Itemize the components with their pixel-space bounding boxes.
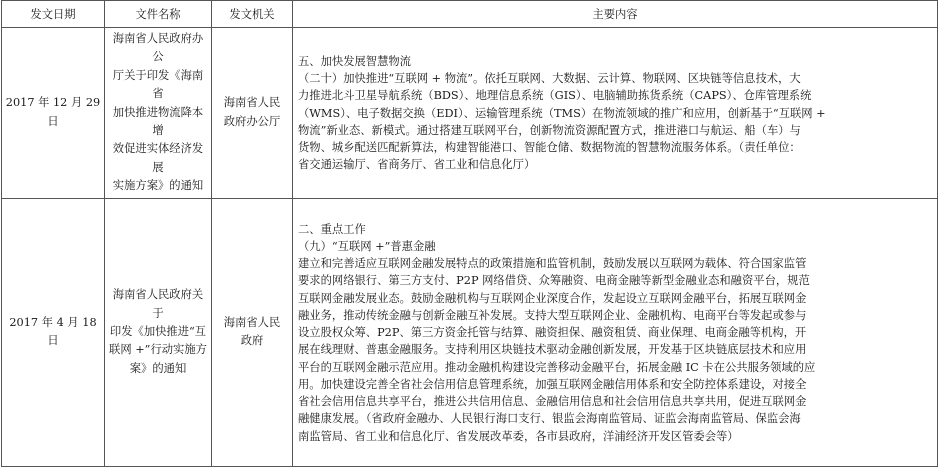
org-cell [212,198,293,466]
content-line: 融业务，推动传统金融与创新金融互补发展。支持大型互联网企业、金融机构、电商平台等发起或参与 [298,308,807,322]
content-line: 货物、城乡配送匹配新算法，构建智能港口、智能仓储、数据物流的智慧物流服务体系。（责任单位： [298,141,801,155]
title-line: 加快推进物流降本增 [112,105,204,138]
table-row [2,28,938,199]
content-line: 展在线理财、普惠金融服务。支持利用区块链技术驱动金融创新发展，开发基于区块链底层技术和应用 [298,343,807,357]
title-line: 案》的通知 [129,361,187,375]
date-line: 日 [47,334,59,348]
date-cell [2,28,105,199]
content-line: 二、重点工作 [298,222,366,236]
org-line: 海南省人民 [223,96,281,110]
table-row [2,198,938,466]
content-line: 省交通运输厅、省商务厅、省工业和信息化厅） [298,158,536,172]
header-org: 发文机关 [212,1,293,28]
policy-table [1,0,938,467]
content-line: 互联网金融发展业态。鼓励金融机构与互联网企业深度合作，发起设立互联网金融平台，拓展互联网金 [298,291,807,305]
date-cell [2,198,105,466]
date-line: 日 [47,114,59,128]
content-cell [293,198,938,466]
content-line: （九）“互联网 +”普惠金融 [298,239,436,253]
content-line: 力推进北斗卫星导航系统（BDS）、地理信息系统（GIS）、电脑辅助拣货系统（CAPS）、仓库管理系统 [298,89,812,103]
title-line: 海南省人民政府关于 [112,288,204,320]
header-content: 主要内容 [293,1,938,28]
title-line: 厅关于印发《海南省 [112,68,204,101]
content-line: 省社会信用信息共享平台，推进公共信用信息、金融信用信息和社会信用信息共享共用，促进互联网金 [298,395,807,409]
content-line: 建立和完善适应互联网金融发展特点的政策措施和监管机制，鼓励发展以互联网为载体、符合国家监管 [298,257,807,271]
content-line: 平台的互联网金融示范应用。推动金融机构建设完善移动金融平台，拓展金融 IC 卡在公共服务领域的应 [298,360,816,374]
org-line: 政府 [240,334,264,348]
title-line: 实施方案》的通知 [112,179,204,193]
content-line: 设立股权众筹、P2P、第三方资金托管与结算、融资担保、融资租赁、商业保理、电商金融等机构，开 [298,326,807,340]
title-line: 海南省人民政府办公 [112,32,204,64]
content-line: 融健康发展。（省政府金融办、人民银行海口支行、银监会海南监管局、证监会海南监管局、保监会海 [298,412,801,426]
title-line: 联网 +”行动实施方 [109,343,207,357]
date-line: 2017 年 12 月 29 [5,96,101,110]
title-cell [105,198,212,466]
content-cell [293,28,938,199]
content-line: 五、加快发展智慧物流 [298,54,411,68]
content-line: 要求的网络银行、第三方支付、P2P 网络借贷、众筹融资、电商金融等新型金融业态和融资平台，规范 [298,274,810,288]
org-line: 政府办公厅 [223,114,281,128]
date-line: 2017 年 4 月 18 [9,315,97,329]
title-line: 效促进实体经济发展 [112,142,204,174]
content-line: 物流”新业态、新模式。通过搭建互联网平台，创新物流资源配置方式，推进港口与航运、船（车）与 [298,123,801,137]
content-line: 南监管局、省工业和信息化厅、省发展改革委，各市县政府，洋浦经济开发区管委会等） [298,429,739,443]
org-cell [212,28,293,199]
content-line: （二十）加快推进“互联网 + 物流”。依托互联网、大数据、云计算、物联网、区块链等信息技术，大 [298,72,801,86]
title-cell [105,28,212,199]
content-line: （WMS）、电子数据交换（EDI）、运输管理系统（TMS）在物流领域的推广和应用，创新基于“互联网 + [298,106,826,120]
header-row [2,1,938,28]
header-title: 文件名称 [105,1,212,28]
title-line: 印发《加快推进“互 [109,324,207,338]
content-line: 用。加快建设完善全省社会信用信息管理系统，加强互联网金融信用体系和安全防控体系建设，对接全 [298,377,807,391]
header-date: 发文日期 [2,1,105,28]
org-line: 海南省人民 [223,315,281,329]
